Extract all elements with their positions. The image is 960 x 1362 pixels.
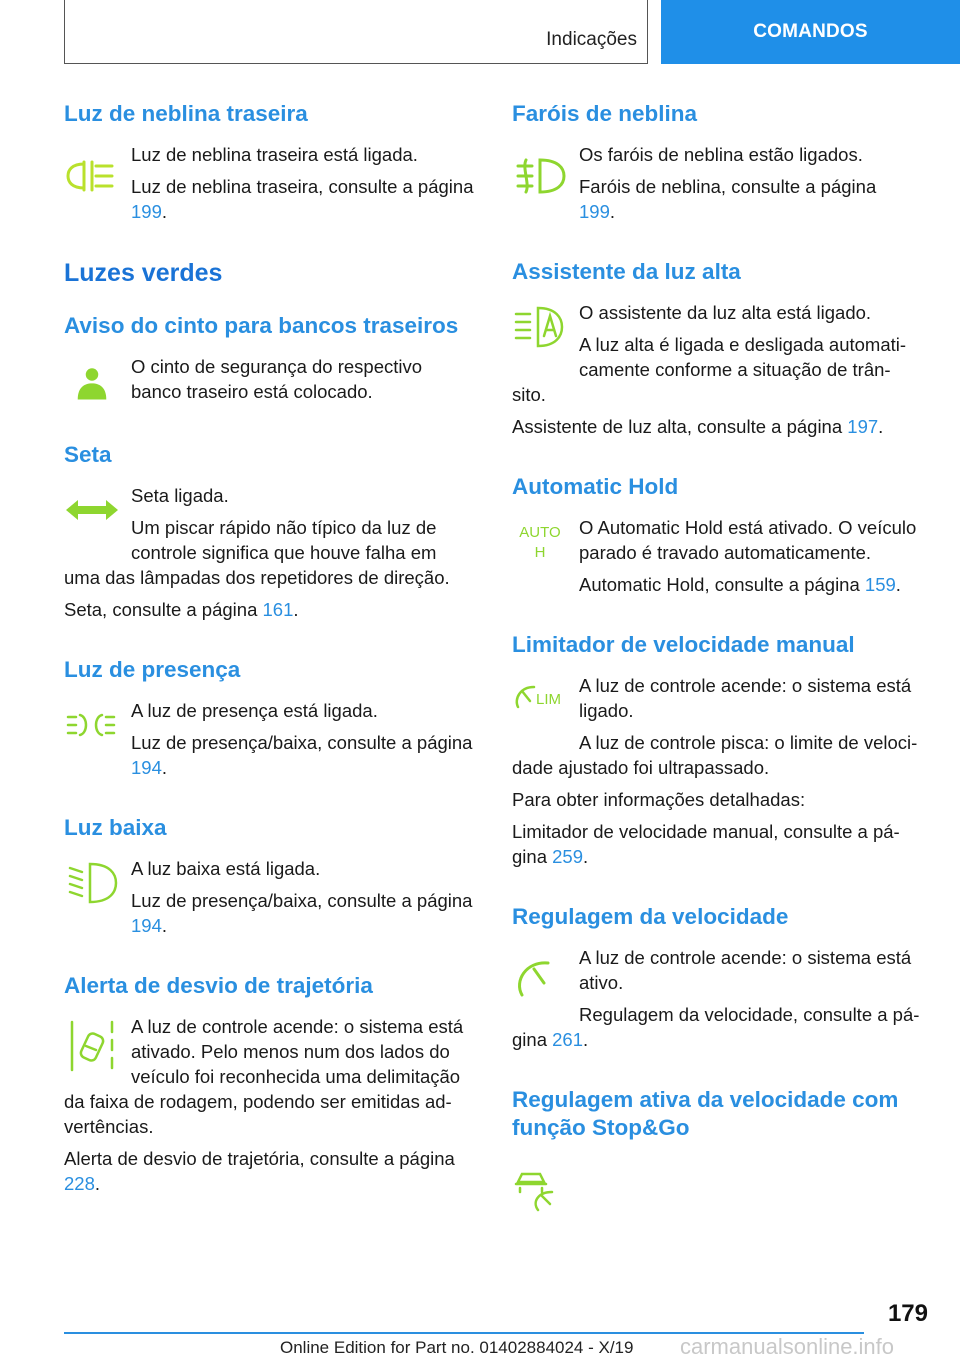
page-link-199[interactable]: 199	[131, 201, 162, 222]
seatbelt-text: O cinto de segurança do respectivo banco traseiro está colocado.	[131, 356, 423, 402]
active-cruise-title: Regulagem ativa da velocidade com função Stop&Go	[512, 1087, 899, 1140]
speed-limiter-entry	[512, 631, 928, 869]
fog-lights-ref: Faróis de neblina, consulte a página 199.	[579, 176, 877, 222]
cruise-control-gauge-icon	[512, 953, 568, 1003]
speed-limiter-text-2: A luz de controle pisca: o limite de veloci- dade ajustado foi ultrapassado.	[512, 732, 918, 778]
cruise-control-title: Regulagem da velocidade	[512, 904, 789, 929]
rear-fog-text-1: Luz de neblina traseira está ligada.	[131, 144, 418, 165]
fog-lights-title: Faróis de neblina	[512, 101, 698, 126]
fog-lights-text-1: Os faróis de neblina estão ligados.	[579, 144, 863, 165]
speed-limiter-text-1: A luz de controle acende: o sistema está ligado.	[579, 675, 912, 721]
right-column	[512, 100, 928, 1212]
lane-departure-text: A luz de controle acende: o sistema está ativado. Pelo menos num dos lados do veículo foi reconhecida uma delimitação da faixa de rodagem, podendo ser emitidas ad- vertências.	[64, 1016, 464, 1137]
page-link-259[interactable]: 259	[552, 846, 583, 867]
rear-fog-light-icon	[64, 152, 120, 202]
watermark: carmanualsonline.info	[680, 1334, 895, 1359]
seatbelt-title: Aviso do cinto para bancos traseiros	[64, 313, 459, 338]
page-link-228[interactable]: 228	[64, 1173, 95, 1194]
header-section-box	[64, 0, 648, 64]
lane-departure-title: Alerta de desvio de trajetória	[64, 973, 373, 998]
automatic-hold-ref: Automatic Hold, consulte a página 159.	[579, 574, 901, 595]
cruise-control-entry	[512, 903, 928, 1052]
speed-limiter-text-3: Para obter informações detalhadas:	[512, 789, 806, 810]
turn-signal-entry	[64, 441, 478, 622]
high-beam-assist-entry	[512, 258, 928, 439]
green-lights-heading: Luzes verdes	[64, 259, 223, 287]
position-light-icon	[64, 700, 120, 750]
seatbelt-person-icon	[64, 362, 120, 412]
position-light-title: Luz de presença	[64, 657, 241, 682]
speed-limiter-lim-icon: LIM	[536, 691, 562, 708]
page-number: 179	[887, 1300, 928, 1327]
position-light-text-1: A luz de presença está ligada.	[131, 700, 378, 721]
page-link-197[interactable]: 197	[847, 416, 879, 437]
cruise-control-ref: Regulagem da velocidade, consulte a pá- gina 261.	[512, 1004, 920, 1050]
lane-departure-icon	[64, 1016, 120, 1076]
low-beam-ref: Luz de presença/baixa, consulte a página 194.	[131, 890, 473, 936]
low-beam-text-1: A luz baixa está ligada.	[131, 858, 321, 879]
rear-fog-ref: Luz de neblina traseira, consulte a página 199.	[131, 176, 474, 222]
page-link-194-b[interactable]: 194	[131, 915, 162, 936]
automatic-hold-entry	[512, 473, 928, 597]
turn-signal-ref: Seta, consulte a página 161.	[64, 599, 299, 620]
lane-departure-ref: Alerta de desvio de trajetória, consulte a página 228.	[64, 1148, 455, 1194]
turn-signal-arrows-icon	[64, 485, 120, 535]
active-cruise-entry	[512, 1086, 928, 1212]
section-title: Indicações	[546, 29, 637, 50]
seatbelt-entry	[64, 312, 478, 404]
high-beam-assist-text-2: A luz alta é ligada e desligada automati- camente conforme a situação de trân- sito.	[512, 334, 907, 405]
automatic-hold-text-1: O Automatic Hold está ativado. O veículo parado é travado automaticamente.	[579, 517, 917, 563]
low-beam-icon	[64, 858, 120, 908]
turn-signal-text-1: Seta ligada.	[131, 485, 229, 506]
chapter-tab[interactable]: COMANDOS	[661, 0, 960, 64]
left-column	[64, 100, 478, 1196]
front-fog-light-icon	[512, 152, 568, 202]
auto-hold-icon: AUTO H	[519, 524, 561, 561]
speed-limiter-title: Limitador de velocidade manual	[512, 632, 855, 657]
page-link-161[interactable]: 161	[262, 599, 294, 620]
position-light-entry	[64, 656, 478, 780]
low-beam-entry	[64, 814, 478, 938]
high-beam-assist-ref: Assistente de luz alta, consulte a página 197.	[512, 416, 884, 437]
high-beam-assist-text-1: O assistente da luz alta está ligado.	[579, 302, 872, 323]
lane-departure-entry	[64, 972, 478, 1196]
speed-limiter-ref: Limitador de velocidade manual, consulte a pá- gina 259.	[512, 821, 900, 867]
page-link-159[interactable]: 159	[864, 574, 896, 595]
position-light-ref: Luz de presença/baixa, consulte a página 194.	[131, 732, 473, 778]
page-link-199-b[interactable]: 199	[579, 201, 610, 222]
turn-signal-text-2: Um piscar rápido não típico da luz de controle significa que houve falha em uma das lâmpadas dos repetidores de direção.	[64, 517, 450, 588]
edition-text: Online Edition for Part no. 01402884024 - X/19	[280, 1338, 634, 1357]
fog-lights-entry	[512, 100, 928, 224]
automatic-hold-title: Automatic Hold	[512, 474, 679, 499]
high-beam-assist-title: Assistente da luz alta	[512, 259, 741, 284]
turn-signal-title: Seta	[64, 442, 112, 467]
active-cruise-car-icon	[512, 1164, 568, 1212]
low-beam-title: Luz baixa	[64, 815, 167, 840]
cruise-control-text-1: A luz de controle acende: o sistema está ativo.	[579, 947, 912, 993]
rear-fog-entry	[64, 100, 478, 224]
rear-fog-title: Luz de neblina traseira	[64, 101, 308, 126]
high-beam-assist-icon	[512, 302, 568, 352]
page-link-194[interactable]: 194	[131, 757, 162, 778]
page-link-261[interactable]: 261	[552, 1029, 583, 1050]
